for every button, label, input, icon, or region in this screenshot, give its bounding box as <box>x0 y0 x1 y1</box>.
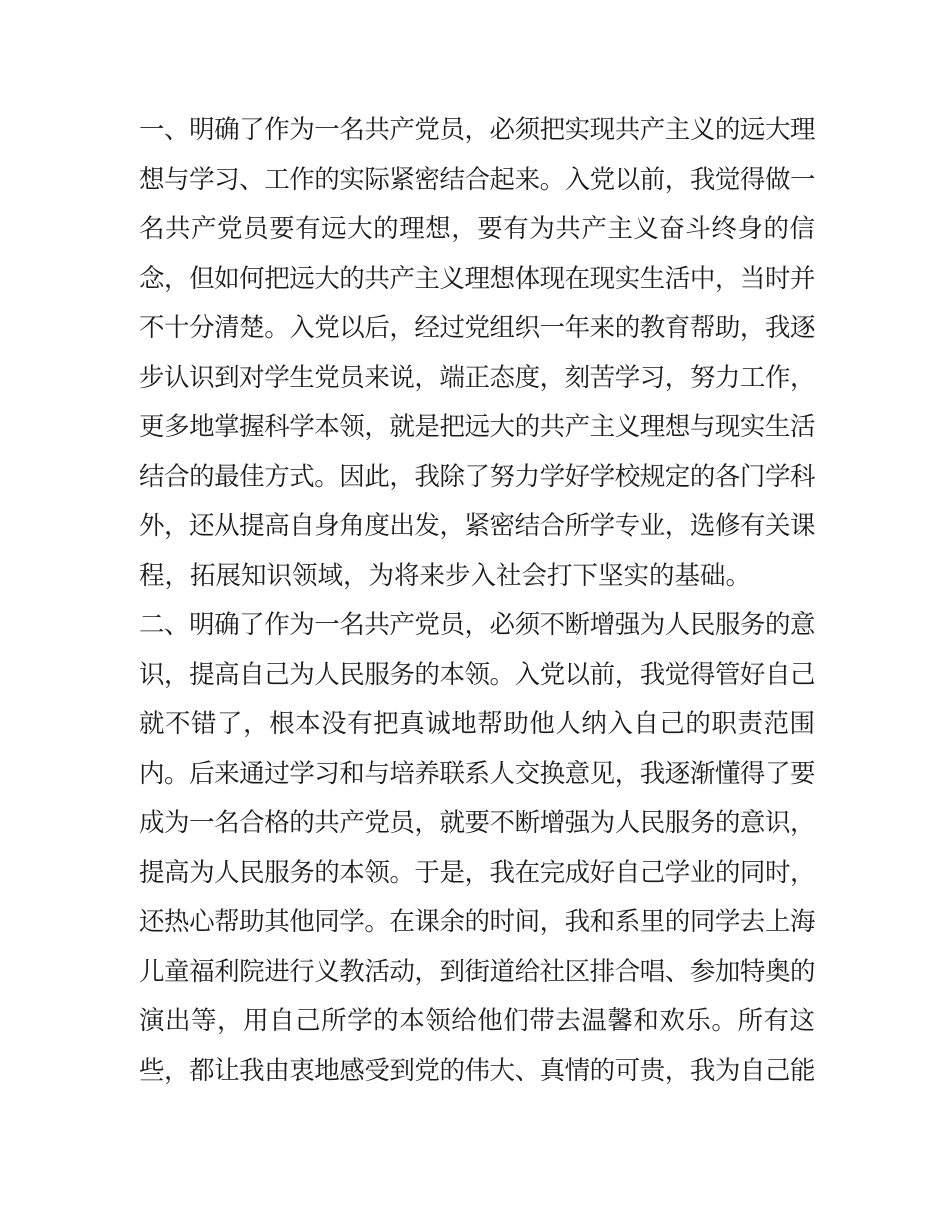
text-line: 儿童福利院进行义教活动，到街道给社区排合唱、参加特奥的 <box>139 956 815 987</box>
text-line: 还热心帮助其他同学。在课余的时间，我和系里的同学去上海 <box>139 907 815 937</box>
text-line: 内。后来通过学习和与培养联系人交换意见，我逐渐懂得了要 <box>139 758 815 789</box>
text-line: 程，拓展知识领域，为将来步入社会打下坚实的基础。 <box>139 560 752 591</box>
text-line: 提高为人民服务的本领。于是，我在完成好自己学业的同时， <box>139 857 815 888</box>
text-line: 更多地掌握科学本领，就是把远大的共产主义理想与现实生活 <box>139 412 815 442</box>
text-line: 一、明确了作为一名共产党员，必须把实现共产主义的远大理 <box>139 115 815 145</box>
text-line: 念，但如何把远大的共产主义理想体现在现实生活中，当时并 <box>139 263 815 294</box>
text-line: 演出等，用自己所学的本领给他们带去温馨和欢乐。所有这 <box>139 1006 815 1036</box>
text-line: 名共产党员要有远大的理想，要有为共产主义奋斗终身的信 <box>139 214 815 244</box>
text-line: 结合的最佳方式。因此，我除了努力学好学校规定的各门学科 <box>139 461 815 492</box>
body-text <box>139 106 815 1096</box>
text-line: 外，还从提高自身角度出发，紧密结合所学专业，选修有关课 <box>139 511 815 541</box>
text-line: 识，提高自己为人民服务的本领。入党以前，我觉得管好自己 <box>139 659 815 690</box>
text-line: 不十分清楚。入党以后，经过党组织一年来的教育帮助，我逐 <box>139 313 815 343</box>
text-line: 想与学习、工作的实际紧密结合起来。入党以前，我觉得做一 <box>139 164 815 195</box>
text-line: 二、明确了作为一名共产党员，必须不断增强为人民服务的意 <box>139 610 815 640</box>
text-line: 就不错了，根本没有把真诚地帮助他人纳入自己的职责范围 <box>139 709 815 739</box>
text-line: 些，都让我由衷地感受到党的伟大、真情的可贵，我为自己能 <box>139 1055 815 1086</box>
text-line: 步认识到对学生党员来说，端正态度，刻苦学习，努力工作， <box>139 362 815 393</box>
text-line: 成为一名合格的共产党员，就要不断增强为人民服务的意识， <box>139 808 815 838</box>
